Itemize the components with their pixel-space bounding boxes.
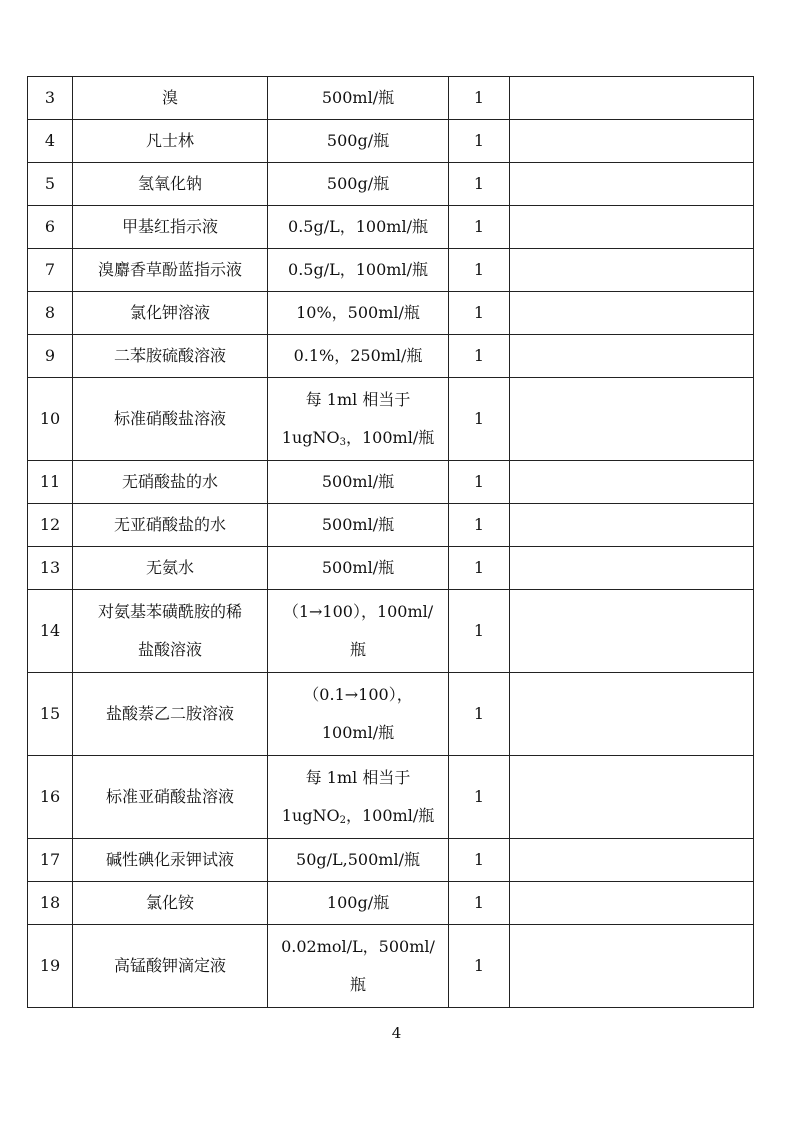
table-row (28, 378, 754, 461)
reagent-name (73, 590, 268, 673)
reagent-table (27, 76, 754, 1008)
table-row (28, 335, 754, 378)
table-row (28, 756, 754, 839)
reagent-name: 溴麝香草酚蓝指示液 (73, 249, 268, 292)
table-row (28, 292, 754, 335)
row-number: 15 (28, 673, 73, 756)
reagent-qty: 1 (449, 882, 510, 925)
table-row (28, 206, 754, 249)
reagent-spec: 10%，500ml/瓶 (268, 292, 449, 335)
spec-line-2: 瓶 (349, 640, 366, 659)
reagent-remark (510, 120, 754, 163)
reagent-remark (510, 925, 754, 1008)
row-number: 19 (28, 925, 73, 1008)
spec-volume: ，100ml/瓶 (345, 806, 435, 825)
spec-line-2 (274, 419, 442, 457)
table-row (28, 547, 754, 590)
reagent-spec: 500ml/瓶 (268, 461, 449, 504)
reagent-remark (510, 547, 754, 590)
reagent-spec: 0.5g/L，100ml/瓶 (268, 206, 449, 249)
row-number: 14 (28, 590, 73, 673)
reagent-name: 氯化铵 (73, 882, 268, 925)
reagent-qty: 1 (449, 378, 510, 461)
reagent-qty: 1 (449, 590, 510, 673)
reagent-spec (268, 590, 449, 673)
reagent-name: 氯化钾溶液 (73, 292, 268, 335)
reagent-qty: 1 (449, 756, 510, 839)
spec-subscript: 2 (339, 815, 346, 826)
page-number: 4 (391, 1024, 402, 1042)
reagent-qty: 1 (449, 461, 510, 504)
reagent-remark (510, 163, 754, 206)
row-number: 3 (28, 77, 73, 120)
reagent-remark (510, 335, 754, 378)
reagent-spec: 500ml/瓶 (268, 547, 449, 590)
reagent-qty: 1 (449, 77, 510, 120)
reagent-remark (510, 882, 754, 925)
name-line-2: 盐酸溶液 (137, 640, 202, 659)
reagent-remark (510, 206, 754, 249)
row-number: 5 (28, 163, 73, 206)
table-row (28, 249, 754, 292)
spec-line-2 (274, 797, 442, 835)
reagent-spec: 100g/瓶 (268, 882, 449, 925)
table-row (28, 461, 754, 504)
reagent-qty: 1 (449, 163, 510, 206)
reagent-remark (510, 839, 754, 882)
reagent-name: 无亚硝酸盐的水 (73, 504, 268, 547)
reagent-name: 碱性碘化汞钾试液 (73, 839, 268, 882)
table-row (28, 504, 754, 547)
reagent-remark (510, 77, 754, 120)
spec-formula: 1ugNO (281, 428, 340, 447)
row-number: 13 (28, 547, 73, 590)
reagent-name: 无氨水 (73, 547, 268, 590)
reagent-name: 二苯胺硫酸溶液 (73, 335, 268, 378)
reagent-remark (510, 378, 754, 461)
row-number: 12 (28, 504, 73, 547)
reagent-spec (268, 378, 449, 461)
table-row (28, 673, 754, 756)
reagent-name: 标准硝酸盐溶液 (73, 378, 268, 461)
reagent-spec (268, 756, 449, 839)
reagent-spec: 500ml/瓶 (268, 504, 449, 547)
reagent-remark (510, 292, 754, 335)
reagent-qty: 1 (449, 925, 510, 1008)
row-number: 18 (28, 882, 73, 925)
row-number: 7 (28, 249, 73, 292)
reagent-remark (510, 461, 754, 504)
spec-subscript: 3 (339, 437, 346, 448)
reagent-qty: 1 (449, 335, 510, 378)
reagent-qty: 1 (449, 206, 510, 249)
reagent-spec: 50g/L,500ml/瓶 (268, 839, 449, 882)
reagent-remark (510, 504, 754, 547)
reagent-spec: 500g/瓶 (268, 120, 449, 163)
row-number: 17 (28, 839, 73, 882)
reagent-spec (268, 925, 449, 1008)
spec-line-1: 每 1ml 相当于 (305, 768, 411, 787)
reagent-name: 溴 (73, 77, 268, 120)
reagent-name: 盐酸萘乙二胺溶液 (73, 673, 268, 756)
table-row (28, 120, 754, 163)
reagent-remark (510, 756, 754, 839)
reagent-qty: 1 (449, 504, 510, 547)
reagent-spec: 500g/瓶 (268, 163, 449, 206)
table-row (28, 163, 754, 206)
reagent-qty: 1 (449, 547, 510, 590)
reagent-name: 无硝酸盐的水 (73, 461, 268, 504)
reagent-qty: 1 (449, 120, 510, 163)
reagent-spec: 0.5g/L，100ml/瓶 (268, 249, 449, 292)
spec-formula: 1ugNO (281, 806, 340, 825)
reagent-remark (510, 673, 754, 756)
spec-line-1: （0.1→100）， (303, 685, 413, 704)
table-row (28, 77, 754, 120)
table-row (28, 839, 754, 882)
spec-line-2: 瓶 (349, 975, 366, 994)
row-number: 9 (28, 335, 73, 378)
row-number: 4 (28, 120, 73, 163)
reagent-name: 高锰酸钾滴定液 (73, 925, 268, 1008)
reagent-name: 甲基红指示液 (73, 206, 268, 249)
row-number: 16 (28, 756, 73, 839)
table-row (28, 925, 754, 1008)
reagent-name: 氢氧化钠 (73, 163, 268, 206)
reagent-qty: 1 (449, 292, 510, 335)
spec-line-2: 100ml/瓶 (321, 723, 395, 742)
spec-line-1: 每 1ml 相当于 (305, 390, 411, 409)
reagent-spec: 500ml/瓶 (268, 77, 449, 120)
row-number: 10 (28, 378, 73, 461)
reagent-name: 凡士林 (73, 120, 268, 163)
reagent-remark (510, 249, 754, 292)
reagent-qty: 1 (449, 673, 510, 756)
name-line-1: 对氨基苯磺酰胺的稀 (97, 602, 242, 621)
row-number: 8 (28, 292, 73, 335)
table-row (28, 590, 754, 673)
reagent-spec: 0.1%，250ml/瓶 (268, 335, 449, 378)
reagent-qty: 1 (449, 249, 510, 292)
spec-line-1: 0.02mol/L，500ml/ (281, 937, 435, 956)
row-number: 6 (28, 206, 73, 249)
spec-volume: ，100ml/瓶 (345, 428, 435, 447)
spec-line-1: （1→100），100ml/ (282, 602, 434, 621)
table-row (28, 882, 754, 925)
reagent-name: 标准亚硝酸盐溶液 (73, 756, 268, 839)
reagent-remark (510, 590, 754, 673)
reagent-qty: 1 (449, 839, 510, 882)
row-number: 11 (28, 461, 73, 504)
reagent-spec (268, 673, 449, 756)
